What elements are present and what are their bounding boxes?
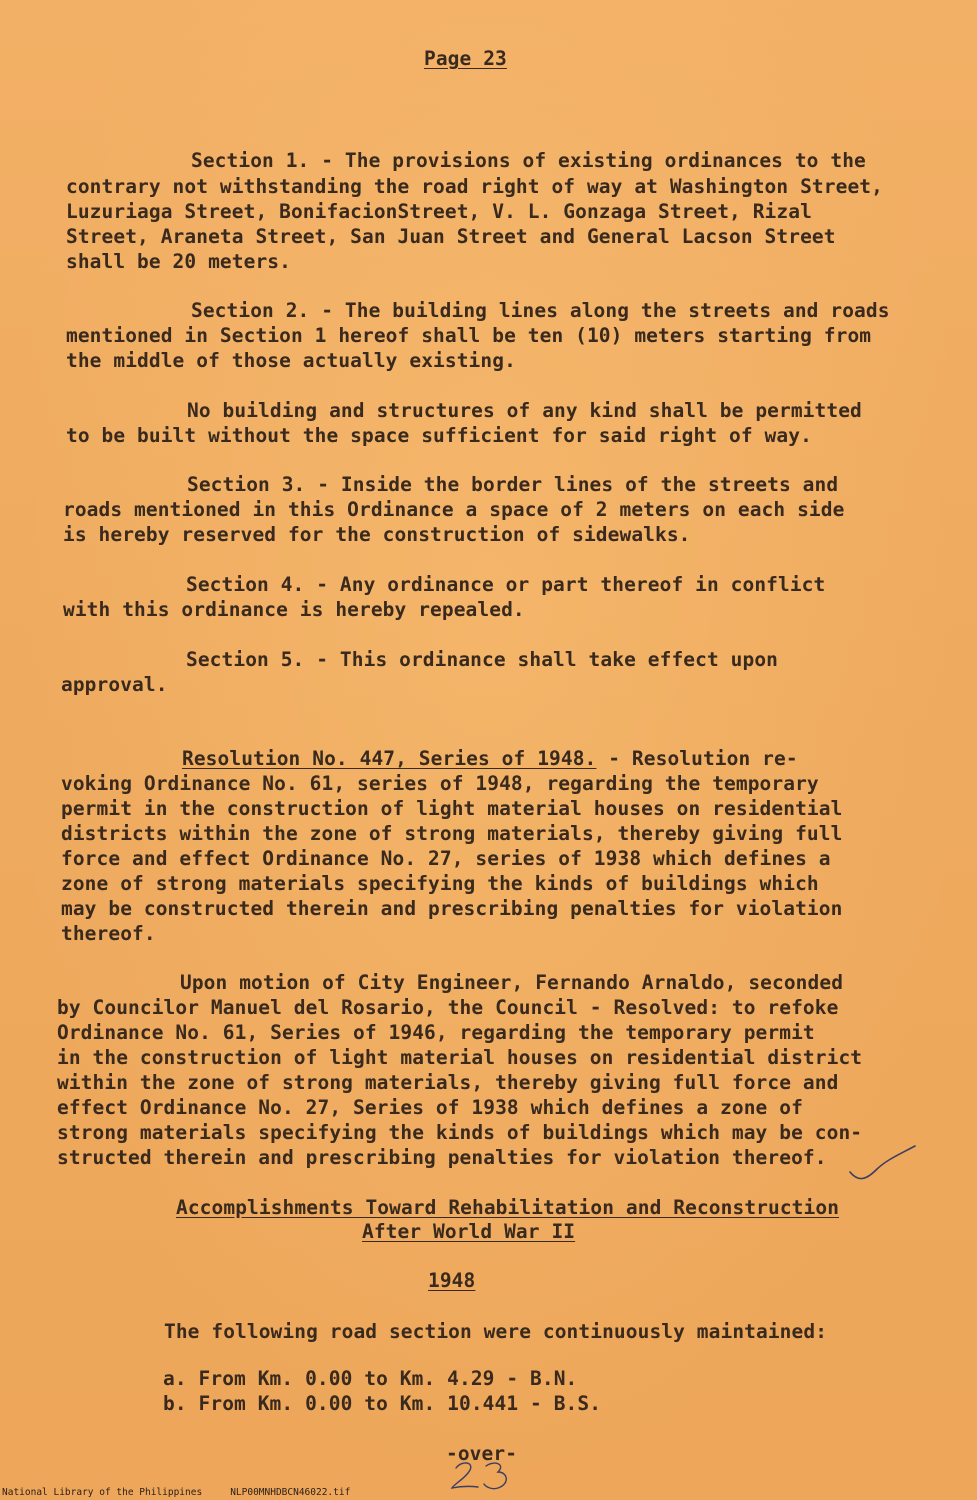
text-line: may be constructed therein and prescribing penalties for violation	[61, 897, 843, 920]
file-name: NLP00MNHDBCN46022.tif	[230, 1487, 351, 1498]
text-line: in the construction of light material houses on residential district	[57, 1046, 863, 1069]
text-line: Section 5. - This ordinance shall take effect upon	[186, 648, 778, 671]
text-line: is hereby reserved for the construction of sidewalks.	[63, 523, 691, 546]
text-line: to be built without the space sufficient for said right of way.	[66, 424, 812, 447]
text-line: the middle of those actually existing.	[66, 349, 516, 372]
text-line: force and effect Ordinance No. 27, series of 1938 which defines a	[61, 847, 831, 870]
text-line: Section 1. - The provisions of existing ordinances to the	[191, 149, 866, 172]
text-line: shall be 20 meters.	[66, 250, 291, 273]
resolution-title-line	[182, 746, 798, 771]
text-line: permit in the construction of light material houses on residential	[61, 797, 843, 820]
text-line: thereof.	[61, 922, 156, 945]
text-line: Upon motion of City Engineer, Fernando Arnaldo, seconded	[180, 971, 844, 994]
text-line: zone of strong materials specifying the kinds of buildings which	[61, 872, 819, 895]
text-line: Section 3. - Inside the border lines of the streets and	[187, 473, 839, 496]
handwritten-check-mark	[840, 1140, 920, 1185]
text-line: effect Ordinance No. 27, Series of 1938 which defines a zone of	[57, 1096, 803, 1119]
accomplishments-heading: Accomplishments Toward Rehabilitation and Reconstruction	[176, 1196, 840, 1219]
road-section-item: b. From Km. 0.00 to Km. 10.441 - B.S.	[163, 1392, 602, 1415]
text-line: Luzuriaga Street, BonifacionStreet, V. L. Gonzaga Street, Rizal	[66, 200, 812, 223]
text-line: mentioned in Section 1 hereof shall be ten (10) meters starting from	[66, 324, 872, 347]
year-heading: 1948	[428, 1269, 476, 1292]
scan-footer	[2, 1487, 378, 1498]
text-line: Section 2. - The building lines along the streets and roads	[191, 299, 890, 322]
resolution-title-rest: - Resolution re-	[596, 747, 798, 770]
text-line: structed therein and prescribing penalties for violation thereof.	[57, 1146, 827, 1169]
over-marker: -over-	[446, 1442, 518, 1465]
text-line: with this ordinance is hereby repealed.	[63, 598, 525, 621]
text-line: Street, Araneta Street, San Juan Street and General Lacson Street	[66, 225, 836, 248]
text-line: within the zone of strong materials, thereby giving full force and	[57, 1071, 839, 1094]
handwritten-page-number	[446, 1456, 521, 1494]
page-title: Page 23	[424, 47, 507, 70]
road-section-item: a. From Km. 0.00 to Km. 4.29 - B.N.	[163, 1367, 578, 1390]
text-line: contrary not withstanding the road right of way at Washington Street,	[66, 175, 883, 198]
text-line: strong materials specifying the kinds of buildings which may be con-	[57, 1121, 863, 1144]
text-line: Section 4. - Any ordinance or part thereof in conflict	[186, 573, 826, 596]
resolution-title: Resolution No. 447, Series of 1948.	[182, 747, 597, 770]
text-line: districts within the zone of strong materials, thereby giving full	[61, 822, 843, 845]
text-line: voking Ordinance No. 61, series of 1948, regarding the temporary	[61, 772, 819, 795]
text-line: Ordinance No. 61, Series of 1946, regarding the temporary permit	[57, 1021, 815, 1044]
road-section-intro: The following road section were continuously maintained:	[164, 1320, 828, 1343]
accomplishments-subheading: After World War II	[362, 1220, 576, 1243]
library-name: National Library of the Philippines	[2, 1487, 203, 1498]
text-line: roads mentioned in this Ordinance a space of 2 meters on each side	[63, 498, 845, 521]
text-line: by Councilor Manuel del Rosario, the Council - Resolved: to refoke	[57, 996, 839, 1019]
text-line: approval.	[61, 673, 168, 696]
text-line: No building and structures of any kind shall be permitted	[187, 399, 862, 422]
